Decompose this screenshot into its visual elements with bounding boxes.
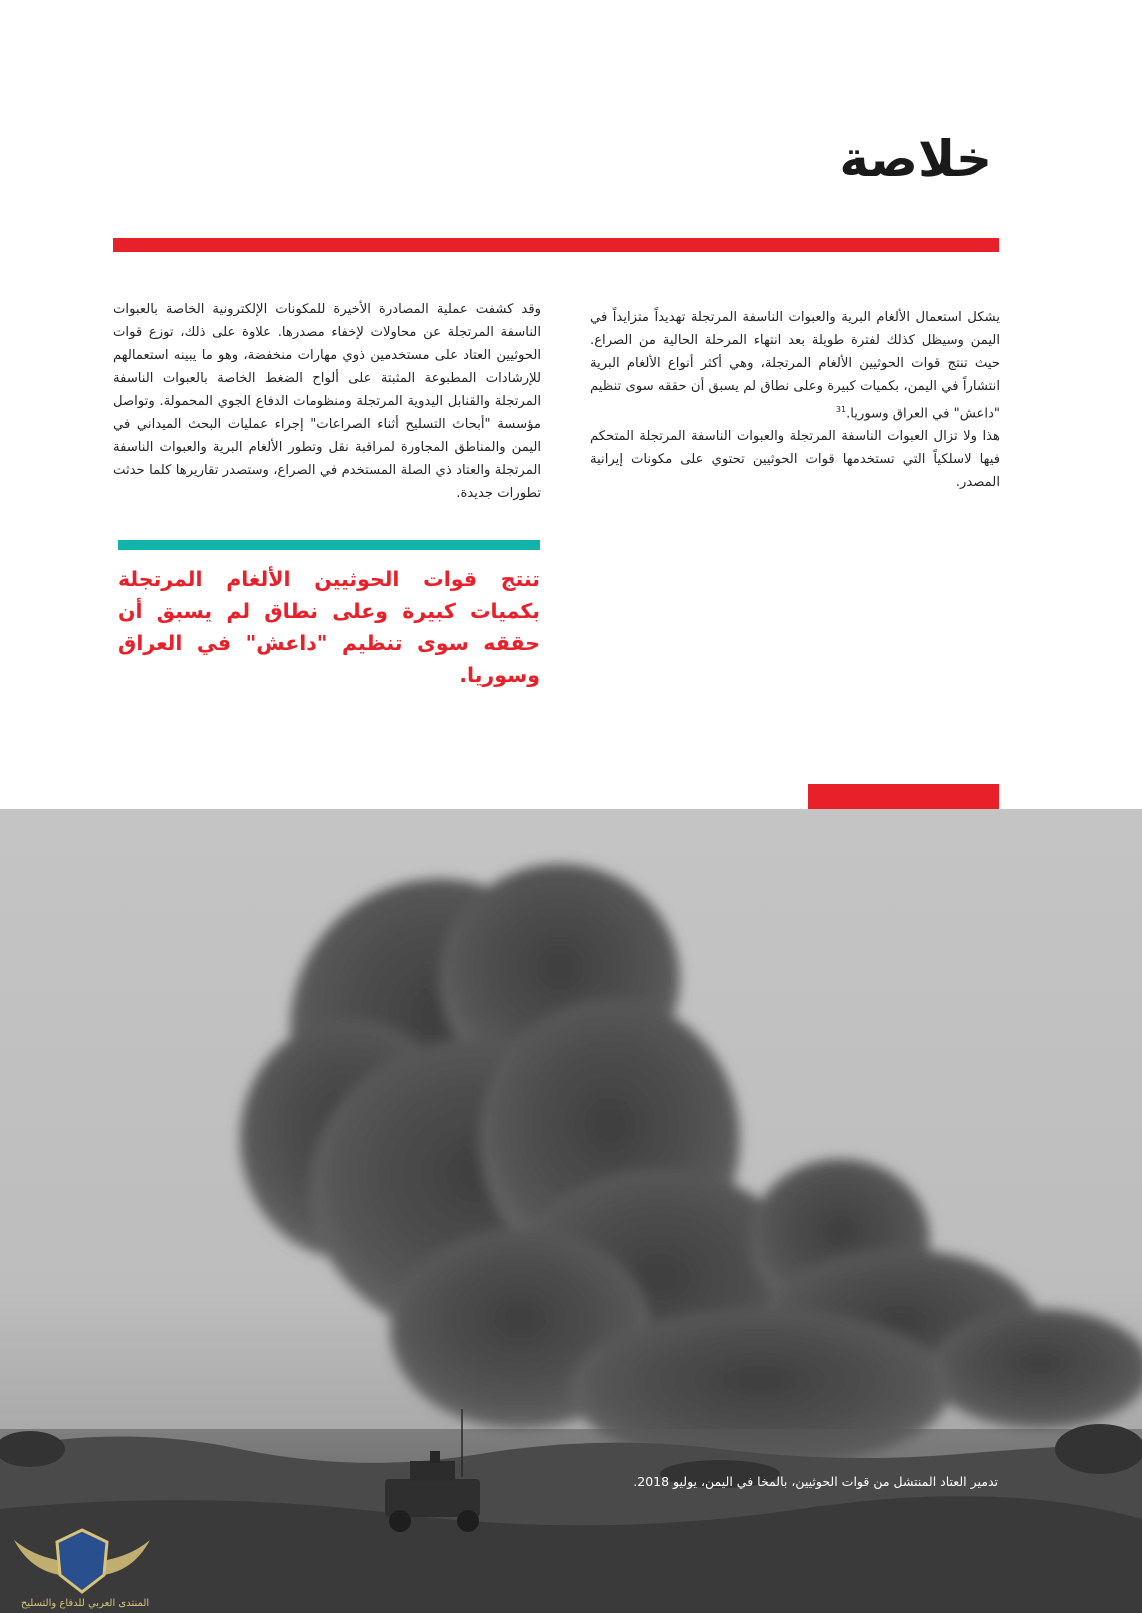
- explosion-photo: [0, 809, 1142, 1613]
- watermark-text: المنتدى العربي للدفاع والتسليح: [20, 1598, 150, 1609]
- explosion-smoke-illustration: [0, 809, 1142, 1613]
- paragraph: [590, 306, 1000, 425]
- paragraph: هذا ولا تزال العبوات الناسفة المرتجلة والعبوات الناسفة المرتجلة المتحكم فيها لاسلكياً التي تستخدمها قوات الحوثيين تحتوي على مكونات إيرانية المصدر.: [590, 429, 1000, 491]
- title-underline-rule: [113, 238, 999, 252]
- body-column-right: [590, 306, 1000, 494]
- forum-logo-icon: [12, 1520, 152, 1610]
- body-column-left: [113, 298, 541, 505]
- footnote-ref[interactable]: 31: [835, 405, 847, 414]
- paragraph-text: يشكل استعمال الألغام البرية والعبوات الناسفة المرتجلة تهديداً متزايداً في اليمن وسيظل كذلك لفترة طويلة بعد انتهاء المرحلة الحالية من الصراع. حيث تنتج قوات الحوثيين الألغام المرتجلة، وهي أكثر أنواع الألغام البرية انتشاراً في اليمن، بكميات كبيرة وعلى نطاق لم يسبق أن حققه سوى تنظيم "داعش" في العراق وسوريا.: [590, 310, 1000, 422]
- pull-quote-rule: [118, 540, 540, 550]
- pull-quote: تنتج قوات الحوثيين الألغام المرتجلة بكميات كبيرة وعلى نطاق لم يسبق أن حققه سوى تنظيم "داعش" في العراق وسوريا.: [118, 567, 540, 687]
- section-tab: [808, 784, 999, 809]
- photo-caption: تدمير العتاد المنتشل من قوات الحوثيين، بالمخا في اليمن، يوليو 2018.: [633, 1474, 998, 1489]
- paragraph: وقد كشفت عملية المصادرة الأخيرة للمكونات الإلكترونية الخاصة بالعبوات الناسفة المرتجلة عن محاولات لإخفاء مصدرها. علاوة على ذلك، توزع قوات الحوثيين العتاد على مستخدمين ذوي مهارات منخفضة، وهو ما يبينه استعمالهم للإرشادات المطبوعة المثبتة على ألواح الضغط الخاصة بالعبوات الناسفة المرتجلة والقنابل اليدوية المرتجلة ومنظومات الدفاع الجوي المحمولة. وتواصل مؤسسة "أبحاث التسليح أثناء الصراعات" إجراء عمليات البحث الميداني في اليمن والمناطق المجاورة لمراقبة نقل وتطور الألغام البرية والعبوات الناسفة المرتجلة والعتاد ذي الصلة المستخدم في الصراع، وستصدر تقاريرها كلما حدثت تطورات جديدة.: [113, 302, 541, 501]
- page-title: خلاصة: [839, 130, 992, 188]
